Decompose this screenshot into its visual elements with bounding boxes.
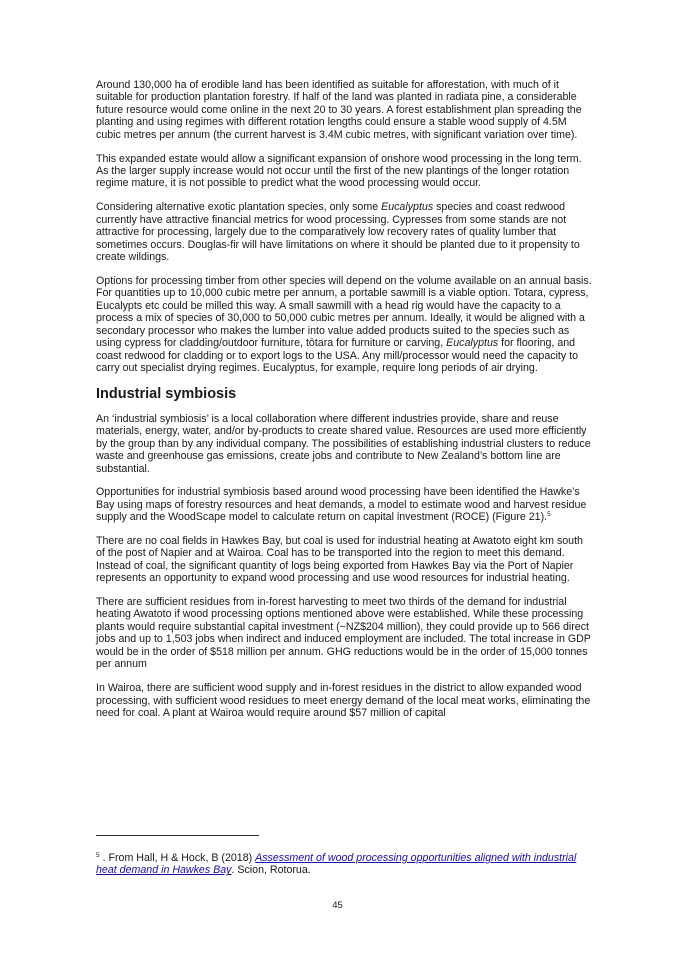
paragraph-processing-options xyxy=(96,275,592,375)
paragraph-alternative-species xyxy=(96,201,592,263)
paragraph-symbiosis-opportunities xyxy=(96,486,592,523)
footnote-prefix: . From Hall, H & Hock, B (2018) xyxy=(99,852,256,864)
paragraph-afforestation: Around 130,000 ha of erodible land has been identified as suitable for afforestation, with much of it suitable for production plantation forestry. If half of the land was planted in radiata pine, a considerable future resource would come online in the next 20 to 30 years. A forest establishment plan spreading the planting and using regimes with different rotation lengths could ensure a stable wood supply of 4.5M cubic metres per annum (the current harvest is 3.4M cubic metres, with significant variation over time). xyxy=(96,79,582,141)
footnote-divider xyxy=(96,835,259,836)
footnote-suffix: . Scion, Rotorua. xyxy=(231,864,311,877)
species-name: Eucalyptus xyxy=(446,337,499,350)
footnote xyxy=(96,852,592,877)
page-number: 45 xyxy=(332,900,343,911)
paragraph-expanded-estate: This expanded estate would allow a significant expansion of onshore wood processing in the long term. As the larger supply increase would not occur until the first of the new plantings of the longer rotation regime mature, it is not possible to predict what the wood processing would occur. xyxy=(96,152,582,190)
section-heading: Industrial symbiosis xyxy=(96,385,237,402)
paragraph-symbiosis-definition: An ‘industrial symbiosis’ is a local collaboration where different industries provide, share and reuse materials, energy, water, and/or by-products to create shared value. Resources are used more efficiently by the group than by any individual company. The possibilities of establishing industrial clusters to reduce waste and greenhouse gas emissions, create jobs and contribute to New Zealand’s bottom line are substantial. xyxy=(96,412,591,475)
text-run: species and coast redwood currently have attractive financial metrics for wood processing. Cypresses from some stands are not attractive for processing, largely due to the comparatively low recovery rates of quality lumber that sometimes occurs. Douglas-fir will have limitations on where it should be planted due to it propensity to create wildings. xyxy=(96,201,580,264)
body-text xyxy=(96,79,592,731)
footnote-marker: 5 xyxy=(96,852,100,859)
text-run: Opportunities for industrial symbiosis based around wood processing have been identified the Hawke’s Bay using maps of forestry resources and heat demands, a model to estimate wood and harvest residue supply and the WoodScape model to calculate return on capital investment (ROCE) (Figure 21). xyxy=(96,486,587,524)
footnote-reference[interactable]: 5 xyxy=(547,511,551,519)
paragraph-wairoa: In Wairoa, there are sufficient wood supply and in-forest residues in the district to allow expanded wood processing, with sufficient wood residues to meet energy demand of the local meat works, eliminating the need for coal. A plant at Wairoa would require around $57 million of capital xyxy=(96,682,591,719)
text-run: for flooring, and coast redwood for cladding or to export logs to the USA. Any mill/processor would need the capacity to carry out specialist drying regimes. Eucalyptus, for example, require long periods of air drying. xyxy=(96,337,579,374)
footnote-link[interactable]: Assessment of wood processing opportunities aligned with industrial heat demand in Hawkes Bay xyxy=(96,852,577,877)
paragraph-awatoto-residues: There are sufficient residues from in-forest harvesting to meet two thirds of the demand for industrial heating Awatoto if wood processing options mentioned above were established. While these processing plants would require substantial capital investment (~NZ$204 million), they could provide up to 566 direct jobs and up to 1,503 jobs when indirect and induced employment are included. The total increase in GDP would be in the order of $518 million per annum. GHG reductions would be in the order of 15,000 tonnes per annum xyxy=(96,596,591,671)
text-run: Considering alternative exotic plantation species, only some xyxy=(96,201,382,214)
paragraph-coal-use: There are no coal fields in Hawkes Bay, but coal is used for industrial heating at Awatoto eight km south of the post of Napier and at Wairoa. Coal has to be transported into the region to meet this demand. Instead of coal, the significant quantity of logs being exported from Hawkes Bay via the Port of Napier represents an opportunity to expand wood processing and use wood resources for industrial heating. xyxy=(96,534,583,585)
species-name: Eucalyptus xyxy=(381,201,434,214)
text-run: Options for processing timber from other species will depend on the volume available on an annual basis. For quantities up to 10,000 cubic metre per annum, a portable sawmill is a viable option. Totara, cypress, Eucalypts etc could be milled this way. A small sawmill with a head rig would have the capacity to a process a mix of species of 30,000 to 50,000 cubic metres per annum. Ideally, it would be aligned with a secondary processor who makes the lumber into value added products suited to the species such as using cypress for cladding/outdoor furniture, tōtara for furniture or carving, xyxy=(96,274,592,350)
